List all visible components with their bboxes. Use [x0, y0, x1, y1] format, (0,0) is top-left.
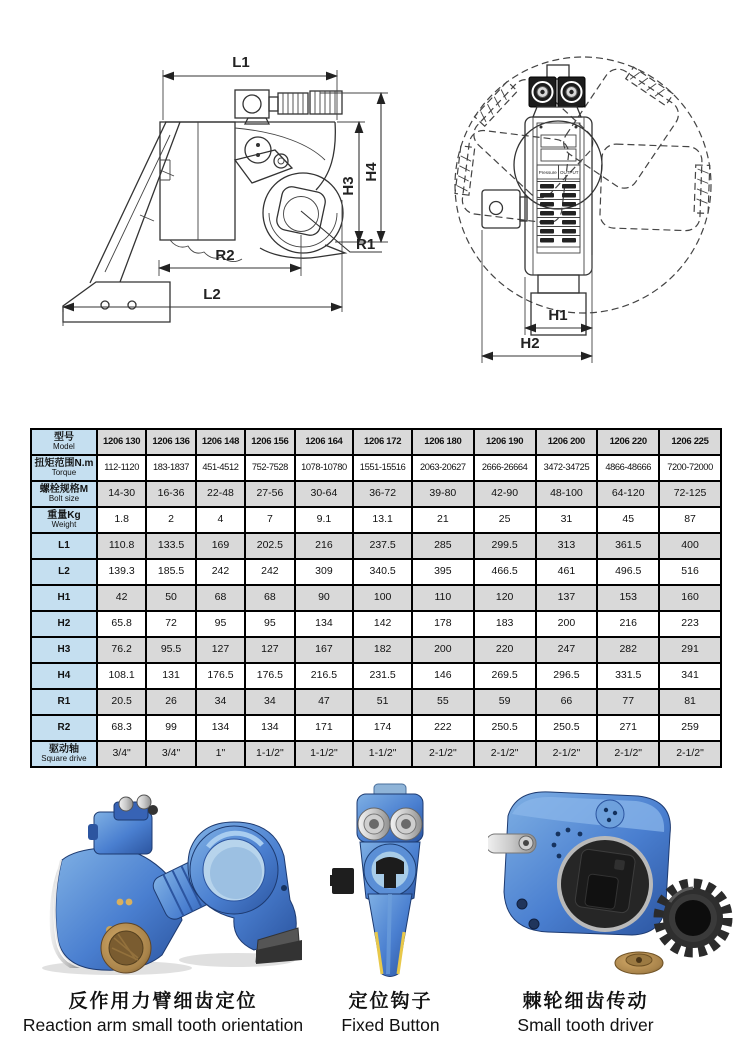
spec-cell: 72-125: [659, 481, 721, 507]
pressure-label: Pressure: [538, 170, 557, 175]
spec-cell: 231.5: [353, 663, 412, 689]
spec-cell: 68: [196, 585, 245, 611]
spec-cell: 87: [659, 507, 721, 533]
spec-cell: 466.5: [474, 559, 536, 585]
spec-table: [30, 428, 722, 768]
spec-cell: 160: [659, 585, 721, 611]
spec-cell: 461: [536, 559, 598, 585]
spec-cell: 26: [146, 689, 195, 715]
side-view-diagram: [20, 10, 440, 420]
spec-cell: 400: [659, 533, 721, 559]
spec-cell: 42: [97, 585, 146, 611]
photo-small-tooth-driver: [488, 782, 740, 980]
spec-cell: 3/4": [97, 741, 146, 767]
spec-cell: 20.5: [97, 689, 146, 715]
spec-cell: 247: [536, 637, 598, 663]
wrench-body: [160, 122, 345, 262]
table-row: [31, 715, 721, 741]
spec-cell: 1206 190: [474, 429, 536, 455]
spec-cell: 250.5: [536, 715, 598, 741]
row-header: 扭矩范围N.m Torque: [31, 455, 97, 481]
spec-cell: 216: [597, 611, 659, 637]
spec-cell: 112-1120: [97, 455, 146, 481]
spec-cell: 100: [353, 585, 412, 611]
spec-cell: 127: [196, 637, 245, 663]
spec-cell: 451-4512: [196, 455, 245, 481]
spec-cell: 242: [245, 559, 294, 585]
spec-cell: 76.2: [97, 637, 146, 663]
spec-cell: 167: [295, 637, 354, 663]
spec-cell: 282: [597, 637, 659, 663]
spec-cell: 171: [295, 715, 354, 741]
spec-cell: 51: [353, 689, 412, 715]
spec-cell: 68: [245, 585, 294, 611]
spec-cell: 25: [474, 507, 536, 533]
spec-cell: 9.1: [295, 507, 354, 533]
spec-cell: 139.3: [97, 559, 146, 585]
spec-cell: 299.5: [474, 533, 536, 559]
spec-cell: 176.5: [196, 663, 245, 689]
spec-cell: 134: [196, 715, 245, 741]
table-row: [31, 455, 721, 481]
spec-cell: 178: [412, 611, 474, 637]
spec-cell: 183: [474, 611, 536, 637]
spec-cell: 3/4": [146, 741, 195, 767]
spec-cell: 64-120: [597, 481, 659, 507]
pressure-plate: [537, 165, 580, 247]
photo-reaction-arm-orientation: [22, 790, 307, 978]
spec-cell: 120: [474, 585, 536, 611]
row-header: H3: [31, 637, 97, 663]
spec-cell: 65.8: [97, 611, 146, 637]
spec-cell: 361.5: [597, 533, 659, 559]
table-row: [31, 585, 721, 611]
spec-cell: 127: [245, 637, 294, 663]
spec-cell: 47: [295, 689, 354, 715]
spec-cell: 1-1/2": [353, 741, 412, 767]
spec-cell: 36-72: [353, 481, 412, 507]
table-row: [31, 663, 721, 689]
reaction-arm: [63, 122, 180, 322]
row-header: L1: [31, 533, 97, 559]
spec-cell: 1078-10780: [295, 455, 354, 481]
spec-cell: 7: [245, 507, 294, 533]
spec-cell: 133.5: [146, 533, 195, 559]
spec-cell: 1206 225: [659, 429, 721, 455]
spec-cell: 39-80: [412, 481, 474, 507]
spec-cell: 176.5: [245, 663, 294, 689]
spec-cell: 395: [412, 559, 474, 585]
spec-cell: 1-1/2": [245, 741, 294, 767]
row-header: R2: [31, 715, 97, 741]
spec-cell: 7200-72000: [659, 455, 721, 481]
spec-table-section: [30, 428, 722, 768]
table-row: [31, 559, 721, 585]
spec-cell: 202.5: [245, 533, 294, 559]
spec-cell: 110: [412, 585, 474, 611]
spec-cell: 285: [412, 533, 474, 559]
spec-cell: 90: [295, 585, 354, 611]
spec-cell: 1206 180: [412, 429, 474, 455]
table-row: [31, 481, 721, 507]
spec-cell: 752-7528: [245, 455, 294, 481]
spec-cell: 1206 220: [597, 429, 659, 455]
ratchet-head-photo: [488, 792, 670, 935]
table-row: [31, 741, 721, 767]
reaction-arm-photo: [188, 822, 302, 964]
table-row: [31, 611, 721, 637]
spec-cell: 259: [659, 715, 721, 741]
spec-cell: 496.5: [597, 559, 659, 585]
spec-cell: 21: [412, 507, 474, 533]
spec-cell: 250.5: [474, 715, 536, 741]
spec-cell: 50: [146, 585, 195, 611]
spec-cell: 2-1/2": [597, 741, 659, 767]
caption-tooth-driver-zh: 棘轮细齿传动: [522, 991, 649, 1012]
dim-label-h1: H1: [548, 307, 568, 324]
dim-l1: [163, 54, 337, 120]
spec-cell: 216: [295, 533, 354, 559]
spec-cell: 1206 164: [295, 429, 354, 455]
row-header: H1: [31, 585, 97, 611]
spec-cell: 16-36: [146, 481, 195, 507]
spec-cell: 2063-20627: [412, 455, 474, 481]
caption-fixed-button: [318, 986, 463, 1036]
spec-cell: 77: [597, 689, 659, 715]
spec-cell: 169: [196, 533, 245, 559]
spec-cell: 30-64: [295, 481, 354, 507]
spec-cell: 59: [474, 689, 536, 715]
spec-cell: 55: [412, 689, 474, 715]
spec-cell: 340.5: [353, 559, 412, 585]
dim-label-r2: R2: [215, 247, 235, 264]
spec-cell: 108.1: [97, 663, 146, 689]
tooth-gear-photo: [660, 885, 726, 951]
spec-cell: 200: [536, 611, 598, 637]
dim-label-h4: H4: [363, 162, 380, 182]
spec-cell: 182: [353, 637, 412, 663]
spec-cell: 271: [597, 715, 659, 741]
spec-cell: 516: [659, 559, 721, 585]
caption-fixed-button-zh: 定位钩子: [348, 991, 433, 1012]
spec-cell: 291: [659, 637, 721, 663]
gauge-rows: [537, 182, 580, 243]
caption-reaction-arm-en: Reaction arm small tooth orientation: [22, 1015, 304, 1035]
row-header: L2: [31, 559, 97, 585]
spec-cell: 1551-15516: [353, 455, 412, 481]
top-view-diagram: [425, 5, 745, 390]
table-row: [31, 429, 721, 455]
spec-cell: 309: [295, 559, 354, 585]
caption-tooth-driver-en: Small tooth driver: [517, 1015, 654, 1035]
spec-cell: 4866-48666: [597, 455, 659, 481]
caption-reaction-arm: [5, 986, 321, 1036]
dim-l2: [63, 200, 342, 326]
arm-position-e: [600, 144, 711, 232]
row-header: 重量Kg Weight: [31, 507, 97, 533]
spec-cell: 68.3: [97, 715, 146, 741]
caption-reaction-arm-zh: 反作用力臂细齿定位: [68, 991, 258, 1012]
spec-cell: 1206 130: [97, 429, 146, 455]
spec-cell: 95.5: [146, 637, 195, 663]
table-row: [31, 507, 721, 533]
spec-cell: 2666-26664: [474, 455, 536, 481]
dim-label-r1: R1: [356, 236, 376, 253]
tool-top-view: [482, 65, 602, 335]
spec-cell: 110.8: [97, 533, 146, 559]
caption-tooth-driver: [478, 986, 693, 1036]
spec-cell: 13.1: [353, 507, 412, 533]
spec-cell: 34: [196, 689, 245, 715]
spec-cell: 269.5: [474, 663, 536, 689]
spec-cell: 1": [196, 741, 245, 767]
fixed-button-photo: [330, 784, 423, 977]
spec-cell: 34: [245, 689, 294, 715]
spec-cell: 134: [245, 715, 294, 741]
spec-cell: 237.5: [353, 533, 412, 559]
spec-cell: 45: [597, 507, 659, 533]
spec-cell: 2-1/2": [659, 741, 721, 767]
spec-cell: 242: [196, 559, 245, 585]
spec-cell: 142: [353, 611, 412, 637]
spec-table-body: [31, 429, 721, 767]
spec-cell: 183-1837: [146, 455, 195, 481]
spec-cell: 95: [196, 611, 245, 637]
caption-fixed-button-en: Fixed Button: [341, 1015, 440, 1035]
spec-cell: 185.5: [146, 559, 195, 585]
spec-cell: 1206 148: [196, 429, 245, 455]
spec-cell: 1206 172: [353, 429, 412, 455]
spec-cell: 27-56: [245, 481, 294, 507]
row-header: 驱动轴 Square drive: [31, 741, 97, 767]
row-header: 螺栓规格M Bolt size: [31, 481, 97, 507]
spec-cell: 200: [412, 637, 474, 663]
dim-label-h3: H3: [340, 176, 357, 196]
spec-cell: 222: [412, 715, 474, 741]
spec-cell: 137: [536, 585, 598, 611]
dim-label-h2: H2: [520, 335, 540, 352]
spec-cell: 42-90: [474, 481, 536, 507]
table-row: [31, 689, 721, 715]
spec-cell: 1-1/2": [295, 741, 354, 767]
spec-cell: 72: [146, 611, 195, 637]
spec-cell: 3472-34725: [536, 455, 598, 481]
spec-cell: 2-1/2": [536, 741, 598, 767]
row-header: R1: [31, 689, 97, 715]
spec-cell: 296.5: [536, 663, 598, 689]
spec-cell: 220: [474, 637, 536, 663]
spec-cell: 95: [245, 611, 294, 637]
spec-cell: 174: [353, 715, 412, 741]
spec-cell: 2: [146, 507, 195, 533]
spec-cell: 313: [536, 533, 598, 559]
spec-cell: 153: [597, 585, 659, 611]
photo-fixed-button: [330, 782, 450, 980]
row-header: H4: [31, 663, 97, 689]
spec-cell: 131: [146, 663, 195, 689]
spec-cell: 146: [412, 663, 474, 689]
dim-label-l2: L2: [203, 286, 221, 303]
dim-h2: [482, 335, 592, 356]
spec-cell: 1206 156: [245, 429, 294, 455]
spec-cell: 4: [196, 507, 245, 533]
dim-r1: [301, 211, 382, 253]
spec-cell: 66: [536, 689, 598, 715]
spec-cell: 81: [659, 689, 721, 715]
dim-label-l1: L1: [232, 54, 250, 71]
spec-cell: 331.5: [597, 663, 659, 689]
output-label: OUTPUT: [559, 170, 579, 175]
spec-cell: 1.8: [97, 507, 146, 533]
spec-cell: 1206 136: [146, 429, 195, 455]
row-header: 型号 Model: [31, 429, 97, 455]
spec-cell: 134: [295, 611, 354, 637]
spec-cell: 341: [659, 663, 721, 689]
table-row: [31, 637, 721, 663]
spec-cell: 223: [659, 611, 721, 637]
table-row: [31, 533, 721, 559]
spec-cell: 216.5: [295, 663, 354, 689]
spec-cell: 14-30: [97, 481, 146, 507]
spec-cell: 2-1/2": [412, 741, 474, 767]
bronze-button-photo: [615, 952, 663, 974]
spec-cell: 2-1/2": [474, 741, 536, 767]
spec-cell: 22-48: [196, 481, 245, 507]
spec-cell: 99: [146, 715, 195, 741]
row-header: H2: [31, 611, 97, 637]
spec-cell: 48-100: [536, 481, 598, 507]
spec-cell: 31: [536, 507, 598, 533]
spec-cell: 1206 200: [536, 429, 598, 455]
hose-coupler-assembly: [235, 90, 342, 124]
